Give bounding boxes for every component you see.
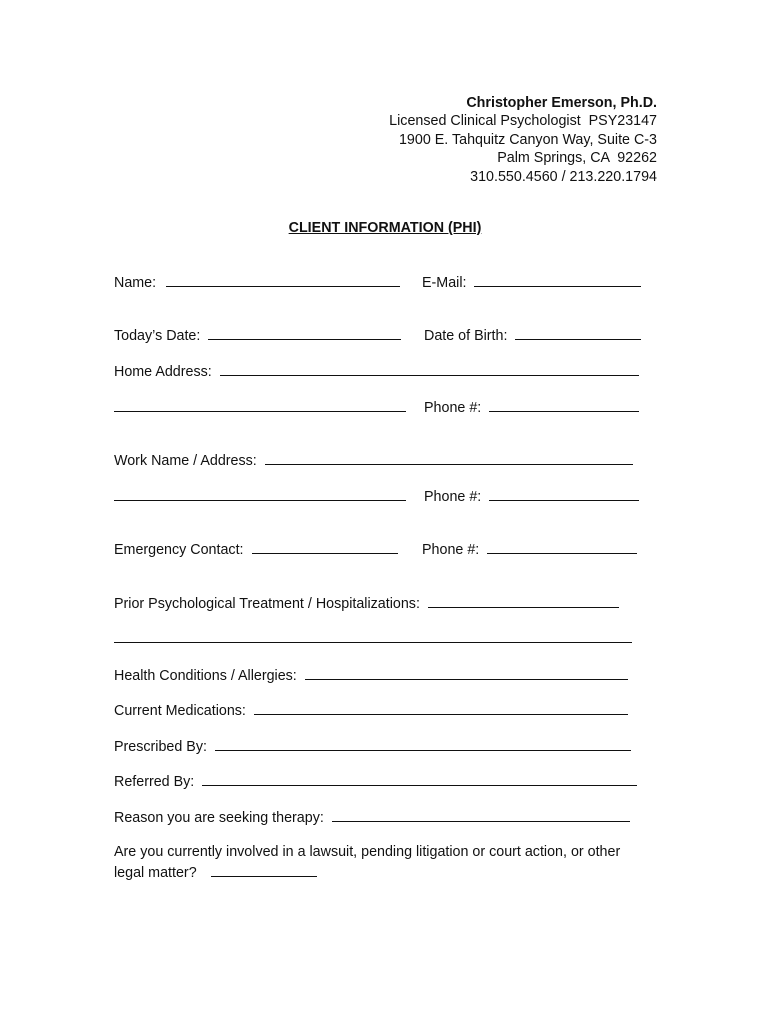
dob-label: Date of Birth: xyxy=(424,328,508,344)
reason-blank[interactable] xyxy=(332,807,630,822)
home-address-line2-field[interactable] xyxy=(114,397,406,417)
emergency-contact-blank[interactable] xyxy=(252,539,398,554)
street-address: 1900 E. Tahquitz Canyon Way, Suite C-3 xyxy=(398,131,657,148)
medications-label: Current Medications: xyxy=(114,703,246,719)
home-phone-label: Phone #: xyxy=(424,400,482,416)
license-line: Licensed Clinical Psychologist PSY23147 xyxy=(389,113,657,130)
emergency-contact-field[interactable] xyxy=(114,539,398,559)
referred-by-blank[interactable] xyxy=(202,771,637,786)
work-phone-label: Phone #: xyxy=(424,489,482,505)
todays-date-blank[interactable] xyxy=(208,325,401,340)
phone-numbers: 310.550.4560 / 213.220.1794 xyxy=(470,168,657,185)
prescribed-by-label: Prescribed By: xyxy=(114,739,207,755)
emergency-contact-label: Emergency Contact: xyxy=(114,542,244,558)
prior-treatment-blank[interactable] xyxy=(428,593,619,608)
home-address-blank[interactable] xyxy=(220,361,639,376)
health-conditions-blank[interactable] xyxy=(305,665,628,680)
health-conditions-label: Health Conditions / Allergies: xyxy=(114,668,297,684)
email-blank[interactable] xyxy=(474,272,641,287)
home-phone-field[interactable] xyxy=(424,397,639,417)
reason-label: Reason you are seeking therapy: xyxy=(114,810,324,826)
letterhead xyxy=(389,94,657,186)
name-blank[interactable] xyxy=(166,272,400,287)
home-address-field[interactable] xyxy=(114,361,639,381)
referred-by-field[interactable] xyxy=(114,771,637,791)
referred-by-label: Referred By: xyxy=(114,774,195,790)
form-title: CLIENT INFORMATION (PHI) xyxy=(288,220,482,236)
work-address-label: Work Name / Address: xyxy=(114,453,257,469)
emergency-phone-blank[interactable] xyxy=(487,539,637,554)
city-state-zip: Palm Springs, CA 92262 xyxy=(497,150,657,167)
work-address-line2-blank[interactable] xyxy=(114,486,406,501)
name-field[interactable] xyxy=(114,272,400,292)
prior-treatment-field[interactable] xyxy=(114,593,619,613)
todays-date-label: Today’s Date: xyxy=(114,328,201,344)
health-conditions-field[interactable] xyxy=(114,665,628,685)
email-label: E-Mail: xyxy=(422,275,467,291)
prescribed-by-blank[interactable] xyxy=(215,736,631,751)
prior-treatment-label: Prior Psychological Treatment / Hospitalizations: xyxy=(114,596,420,612)
prescribed-by-field[interactable] xyxy=(114,736,631,756)
emergency-phone-label: Phone #: xyxy=(422,542,480,558)
dob-blank[interactable] xyxy=(515,325,641,340)
practitioner-name: Christopher Emerson, Ph.D. xyxy=(466,95,657,111)
work-phone-blank[interactable] xyxy=(489,486,639,501)
work-address-blank[interactable] xyxy=(265,450,633,465)
emergency-phone-field[interactable] xyxy=(422,539,637,559)
name-label: Name: xyxy=(114,275,157,291)
medications-blank[interactable] xyxy=(254,700,628,715)
legal-matter-question xyxy=(114,843,654,882)
home-address-label: Home Address: xyxy=(114,364,212,380)
todays-date-field[interactable] xyxy=(114,325,401,345)
prior-treatment-line2-field[interactable] xyxy=(114,628,632,648)
work-address-line2-field[interactable] xyxy=(114,486,406,506)
email-field[interactable] xyxy=(422,272,641,292)
legal-matter-text: Are you currently involved in a lawsuit, pending litigation or court action, or other legal matter? xyxy=(114,844,621,881)
prior-treatment-line2-blank[interactable] xyxy=(114,628,632,643)
medications-field[interactable] xyxy=(114,700,628,720)
work-address-field[interactable] xyxy=(114,450,633,470)
home-phone-blank[interactable] xyxy=(489,397,639,412)
home-address-line2-blank[interactable] xyxy=(114,397,406,412)
work-phone-field[interactable] xyxy=(424,486,639,506)
legal-matter-blank[interactable] xyxy=(211,862,317,877)
dob-field[interactable] xyxy=(424,325,641,345)
reason-field[interactable] xyxy=(114,807,630,827)
